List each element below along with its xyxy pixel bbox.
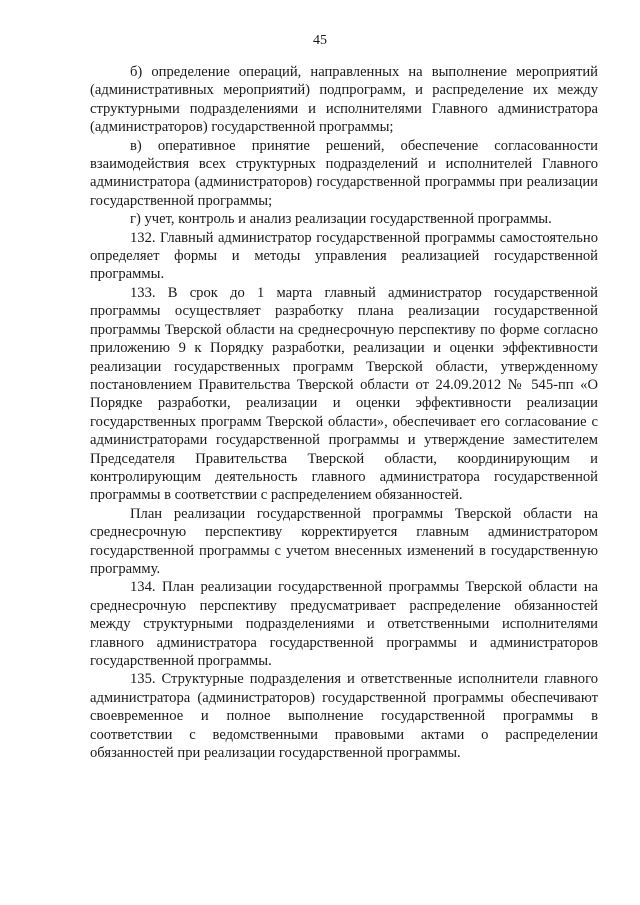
paragraph-134: 134. План реализации государственной программы Тверской области на среднесрочную перспективу предусматривает распределение обязанностей между структурными подразделениями и ответственными исполнителями главного администратора государственной программы и администраторов государственной программы. xyxy=(90,579,598,669)
paragraph-b: б) определение операций, направленных на выполнение мероприятий (административных мероприятий) подпрограмм, и распределение их между структурными подразделениями и исполнителями Главного администратора (администраторов) государственной программы; xyxy=(90,64,598,136)
document-body xyxy=(90,63,598,762)
page-number: 45 xyxy=(313,33,327,48)
paragraph-135: 135. Структурные подразделения и ответственные исполнители главного администратора (администраторов) государственной программы обеспечивают своевременное и полное выполнение государственной программы в соответствии с ведомственными правовыми актами о распределении обязанностей при реализации государственной программы. xyxy=(90,671,598,762)
paragraph-plan-correction: План реализации государственной программы Тверской области на среднесрочную перспективу корректируется главным администратором государственной программы с учетом внесенных изменений в государственную программу. xyxy=(90,505,598,577)
paragraph-133: 133. В срок до 1 марта главный администратор государственной программы осуществляет разработку плана реализации государственной программы Тверской области на среднесрочную перспективу по форме согласно приложению 9 к Порядку разработки, реализации и оценки эффективности реализации государственных программ Тверской области, утвержденному постановлением Правительства Тверской области от 24.09.2012 № 545-пп «О Порядке разработки, реализации и оценки эффективности реализации государственных программ Тверской области», обеспечивает его согласование с администраторами государственной программы и утверждение заместителем Председателя Правительства Тверской области, координирующим и контролирующим деятельность главного администратора государственной программы в соответствии с распределением обязанностей. xyxy=(90,284,598,504)
paragraph-g: г) учет, контроль и анализ реализации государственной программы. xyxy=(130,211,552,228)
paragraph-v: в) оперативное принятие решений, обеспечение согласованности взаимодействия всех структурных подразделений и исполнителей Главного администратора (администраторов) государственной программы при реализации государственной программы; xyxy=(90,137,598,209)
paragraph-132: 132. Главный администратор государственной программы самостоятельно определяет формы и методы управления реализацией государственной программы. xyxy=(90,229,598,283)
